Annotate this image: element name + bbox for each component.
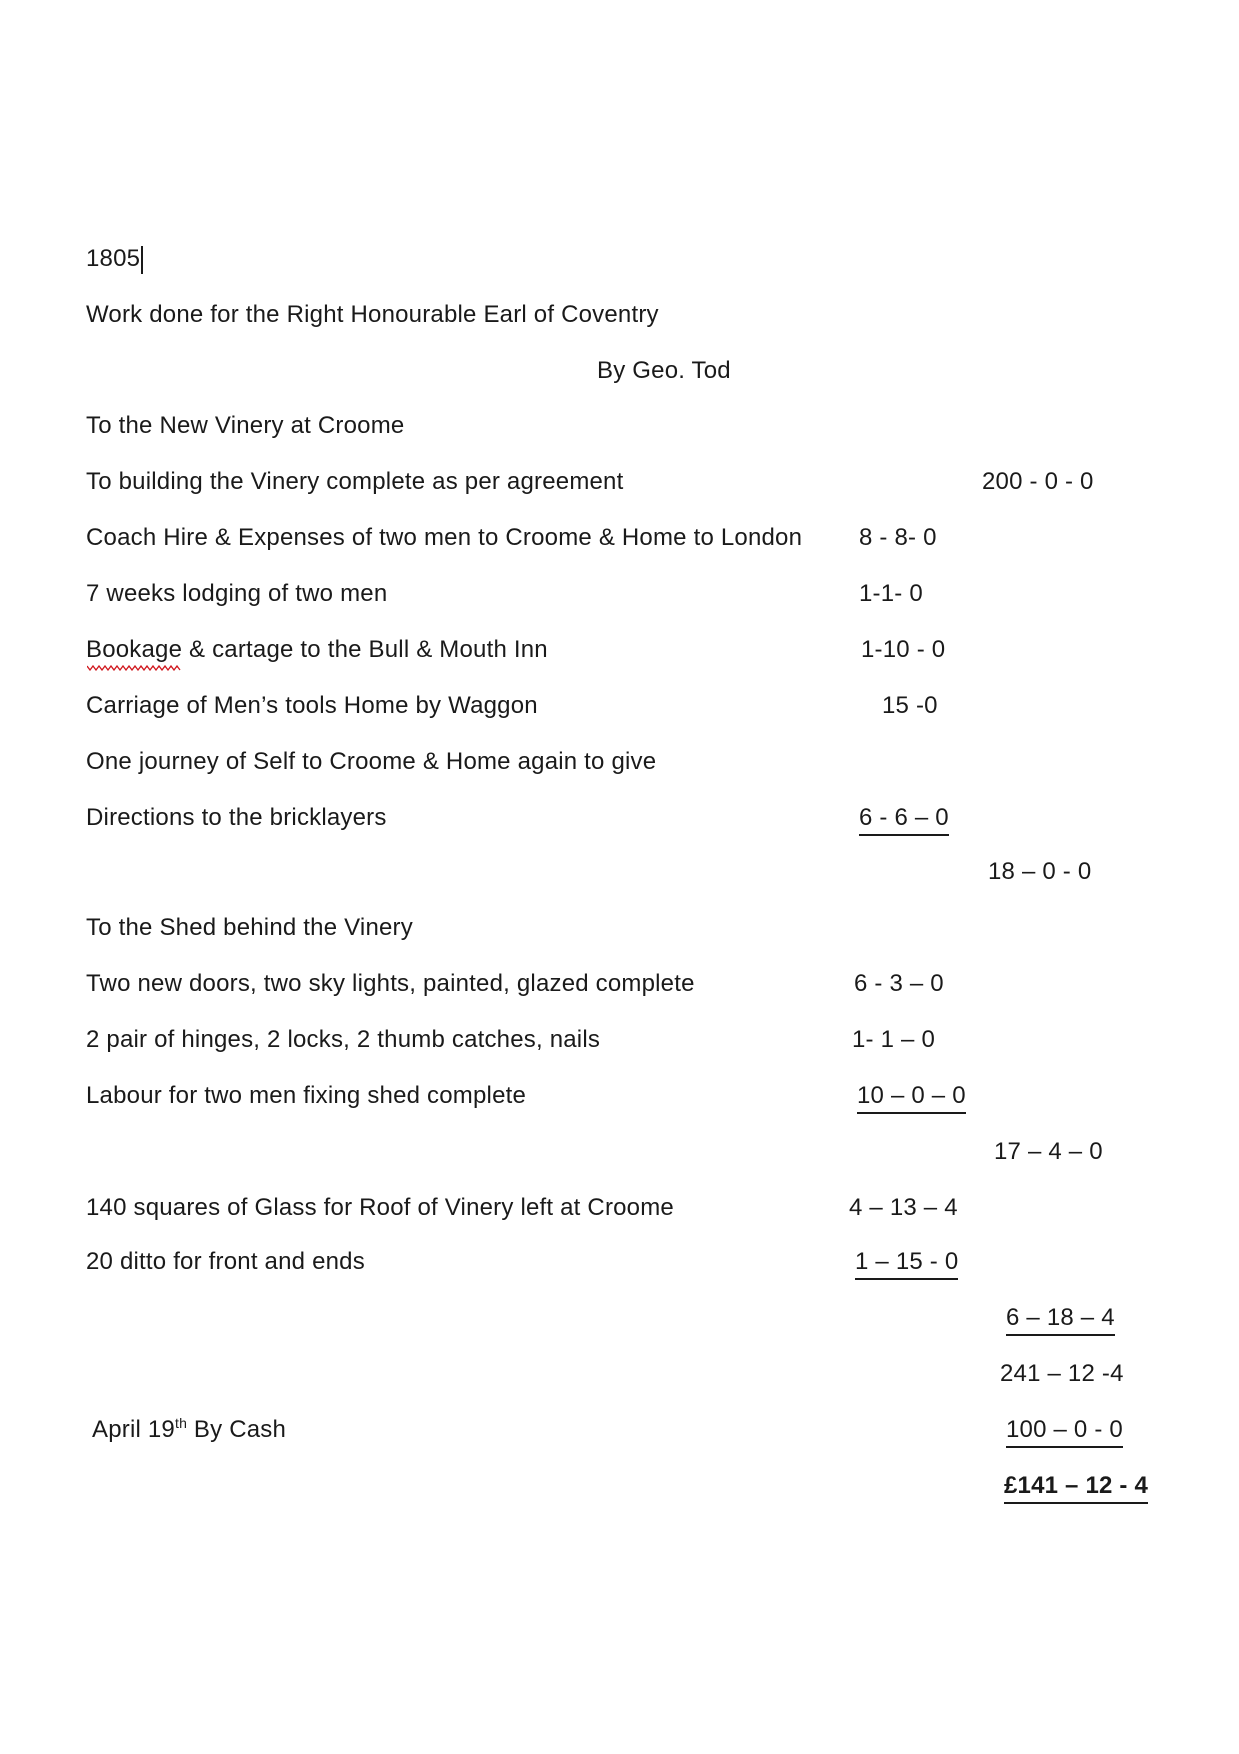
document-author: By Geo. Tod (597, 357, 731, 384)
line-item-amount: 6 - 6 – 0 (859, 803, 949, 836)
line-item-amount: 4 – 13 – 4 (849, 1194, 958, 1221)
line-item-total: 200 - 0 - 0 (982, 468, 1094, 495)
line-item-label (86, 635, 548, 665)
line-item-label: Labour for two men fixing shed complete (86, 1082, 527, 1109)
spellcheck-underline (87, 665, 181, 671)
line-item-amount: 10 – 0 – 0 (857, 1081, 966, 1114)
misspelled-word[interactable]: Bookage (86, 636, 183, 663)
section-subtotal: 18 – 0 - 0 (988, 858, 1092, 885)
line-item-amount: 1- 1 – 0 (852, 1026, 935, 1053)
document-title: Work done for the Right Honourable Earl of Coventry (86, 301, 659, 328)
line-item-label: Directions to the bricklayers (86, 804, 387, 831)
line-item-amount: 1 – 15 - 0 (855, 1247, 958, 1280)
payment-amount: 100 – 0 - 0 (1006, 1415, 1123, 1448)
section-heading-shed: To the Shed behind the Vinery (86, 914, 413, 941)
line-item-amount: 8 - 8- 0 (859, 524, 937, 551)
line-item-label: To building the Vinery complete as per agreement (86, 468, 624, 495)
line-item-label: Two new doors, two sky lights, painted, glazed complete (86, 970, 695, 997)
section-subtotal: 6 – 18 – 4 (1006, 1303, 1115, 1336)
line-item-label: 2 pair of hinges, 2 locks, 2 thumb catches, nails (86, 1026, 601, 1053)
payment-label-method: By Cash (187, 1416, 287, 1443)
section-heading-vinery: To the New Vinery at Croome (86, 412, 405, 439)
payment-label (92, 1415, 286, 1445)
line-item-label: 140 squares of Glass for Roof of Vinery left at Croome (86, 1194, 674, 1221)
line-item-label: Coach Hire & Expenses of two men to Croome & Home to London (86, 524, 803, 551)
line-item-label: 20 ditto for front and ends (86, 1248, 365, 1275)
balance-due: £141 – 12 - 4 (1004, 1471, 1148, 1504)
gross-total: 241 – 12 -4 (1000, 1360, 1124, 1387)
text-cursor (141, 246, 143, 274)
line-item-amount: 15 -0 (882, 692, 938, 719)
line-item-label: Carriage of Men’s tools Home by Waggon (86, 692, 538, 719)
payment-label-ordinal: th (174, 1415, 188, 1431)
payment-label-date: April 19 (92, 1416, 175, 1443)
line-item-amount: 6 - 3 – 0 (854, 970, 944, 997)
section-subtotal: 17 – 4 – 0 (994, 1138, 1103, 1165)
line-item-label: 7 weeks lodging of two men (86, 580, 388, 607)
document-year: 1805 (86, 245, 141, 272)
line-item-amount: 1-10 - 0 (861, 636, 946, 663)
line-item-label-rest: & cartage to the Bull & Mouth Inn (182, 636, 548, 663)
line-item-label: One journey of Self to Croome & Home again to give (86, 748, 657, 775)
line-item-amount: 1-1- 0 (859, 580, 923, 607)
